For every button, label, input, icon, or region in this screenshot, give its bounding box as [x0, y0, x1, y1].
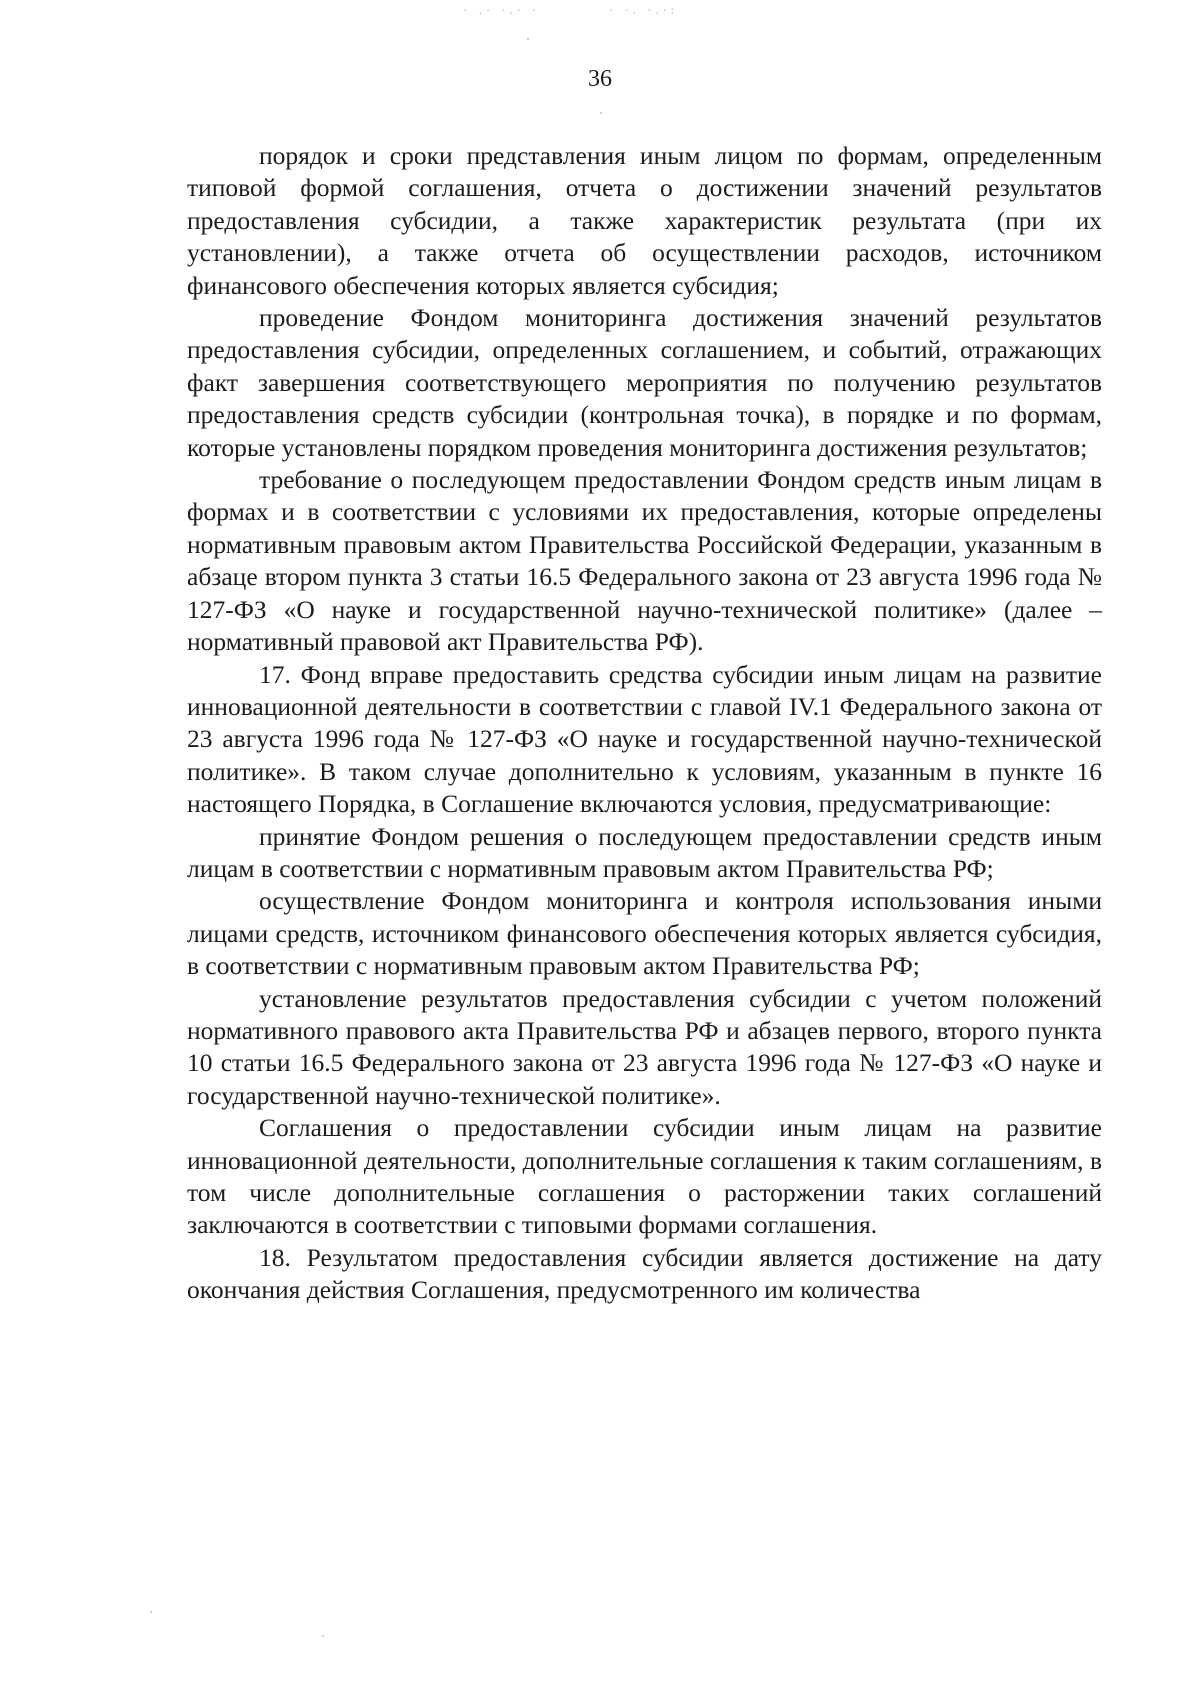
scan-speck — [600, 112, 602, 114]
paragraph: требование о последующем предоставлении Фондом средств иным лицам в формах и в соответствии с условиями их предоставления, которые определены нормативным правовым актом Правительства Российской Федерации, указанным в абзаце втором пункта 3 статьи 16.5 Федерального закона от 23 августа 1996 года № 127-ФЗ «О науке и государственной научно-технической политике» (далее – нормативный правовой акт Правительства РФ). — [187, 465, 1102, 657]
paragraph: 18. Результатом предоставления субсидии является достижение на дату окончания действия Соглашения, предусмотренного им количества — [187, 1242, 1102, 1305]
scan-artifact: · ·. ·.·: — [608, 4, 677, 17]
paragraph: принятие Фондом решения о последующем предоставлении средств иным лицам в соответствии с нормативным правовым актом Правительства РФ; — [187, 821, 1102, 883]
paragraph: установление результатов предоставления субсидии с учетом положений нормативного правового акта Правительства РФ и абзацев первого, второго пункта 10 статьи 16.5 Федерального закона от 23 августа 1996 года № 127-ФЗ «О науке и государственной научно-технической политике». — [187, 983, 1102, 1110]
scan-speck — [527, 38, 529, 40]
scan-speck — [150, 1611, 152, 1613]
paragraph: Соглашения о предоставлении субсидии иным лицам на развитие инновационной деятельности, дополнительные соглашения к таким соглашениям, в том числе дополнительные соглашения о расторжении таких соглашений заключаются в соответствии с типовыми формами соглашения. — [187, 1113, 1102, 1240]
paragraph: 17. Фонд вправе предоставить средства субсидии иным лицам на развитие инновационной деятельности в соответствии с главой IV.1 Федерального закона от 23 августа 1996 года № 127-ФЗ «О науке и государственной научно-технической политике». В таком случае дополнительно к условиям, указанным в пункте 16 настоящего Порядка, в Соглашение включаются условия, предусматривающие: — [187, 659, 1102, 819]
scan-speck — [322, 1635, 324, 1637]
document-body — [187, 140, 1102, 1307]
scan-artifact: · .· ·.· · — [462, 4, 539, 17]
paragraph: порядок и сроки представления иным лицом по формам, определенным типовой формой соглашения, отчета о достижении значений результатов предоставления субсидии, а также характеристик результата (при их установлении), а также отчета об осуществлении расходов, источником финансового обеспечения которых является субсидия; — [187, 141, 1102, 300]
paragraph: проведение Фондом мониторинга достижения значений результатов предоставления субсидии, определенных соглашением, и событий, отражающих факт завершения соответствующего мероприятия по получению результатов предоставления средств субсидии (контрольная точка), в порядке и по формам, которые установлены порядком проведения мониторинга достижения результатов; — [187, 303, 1102, 462]
page-number: 36 — [588, 66, 612, 92]
paragraph: осуществление Фондом мониторинга и контроля использования иными лицами средств, источником финансового обеспечения которых является субсидия, в соответствии с нормативным правовым актом Правительства РФ; — [187, 886, 1102, 981]
